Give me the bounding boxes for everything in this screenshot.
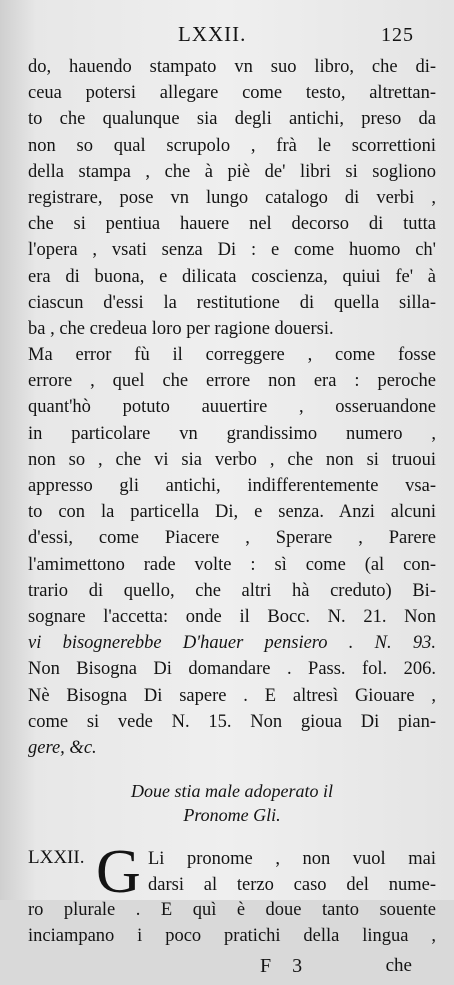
text-line: Li pronome , non vuol mai	[148, 849, 436, 870]
text-line: l'opera , vsati senza Di : e come huomo ch'	[28, 240, 436, 261]
text-line: della stampa , che à piè de' libri si sogliono	[28, 161, 436, 182]
text-line: d'essi, come Piacere , Sperare , Parere	[28, 528, 436, 549]
text-line: Ma error fù il correggere , come fosse	[28, 345, 436, 366]
text-line: quant'hò potuto auuertire , osseruandone	[28, 397, 436, 418]
text-line: l'amimettono rade volte : sì come (al con-	[28, 554, 436, 575]
text-line: che si pentiua hauere nel decorso di tutta	[28, 214, 436, 235]
text-line: in particolare vn grandissimo numero ,	[28, 423, 436, 444]
text-line: come si vede N. 15. Non gioua Di pian-	[28, 711, 436, 732]
page-footer	[28, 955, 436, 985]
text-line: vi bisognerebbe D'hauer pensiero . N. 93.	[28, 633, 436, 654]
body-text	[28, 54, 436, 761]
section-lxxii	[28, 838, 436, 949]
text-line: era di buona, e dilicata coscienza, quiui fe' à	[28, 266, 436, 287]
text-line: non so , che vi sia verbo , che non si truoui	[28, 449, 436, 470]
text-line: Nè Bisogna Di sapere . E altresì Giouare ,	[28, 685, 436, 706]
heading-line: Doue stia male adoperato il	[131, 781, 333, 802]
drop-cap: G	[96, 838, 141, 907]
text-line: registrare, pose vn lungo catalogo di verbi ,	[28, 187, 436, 208]
text-line: non so qual scrupolo , frà le scorrettioni	[28, 135, 436, 156]
section-heading	[28, 779, 436, 827]
running-head	[28, 20, 436, 44]
text-line: to che qualunque sia degli antichi, preso da	[28, 109, 436, 130]
text-line: trario di quello, che altri hà creduto) Bi-	[28, 580, 436, 601]
text-line: to con la particella Di, e senza. Anzi alcuni	[28, 502, 436, 523]
text-line: darsi al terzo caso del nume-	[148, 874, 436, 895]
heading-line: Pronome Gli.	[183, 805, 281, 826]
text-line: gere, &c.	[28, 737, 97, 758]
text-line: ceua potersi allegare come testo, altrettan-	[28, 83, 436, 104]
text-line: ro plurale . E quì è doue tanto souente	[28, 900, 436, 921]
signature-mark: F 3	[260, 955, 311, 978]
section-marker: LXXII.	[28, 847, 85, 869]
text-line: appresso gli antichi, indifferentemente vsa-	[28, 476, 436, 496]
text-line: ba , che credeua loro per ragione douersi.	[28, 318, 334, 339]
catchword: che	[385, 955, 412, 977]
text-line: Non Bisogna Di domandare . Pass. fol. 206.	[28, 659, 436, 680]
text-line: inciampano i poco pratichi della lingua ,	[28, 925, 436, 946]
text-line: sognare l'accetta: onde il Bocc. N. 21. Non	[28, 606, 436, 627]
text-line: errore , quel che errore non era : peroche	[28, 371, 436, 392]
page-number: 125	[381, 24, 414, 46]
text-line: ciascun d'essi la restitutione di quella silla-	[28, 292, 436, 313]
text-line: do, hauendo stampato vn suo libro, che di-	[28, 57, 436, 77]
running-title: LXXII.	[178, 22, 247, 46]
